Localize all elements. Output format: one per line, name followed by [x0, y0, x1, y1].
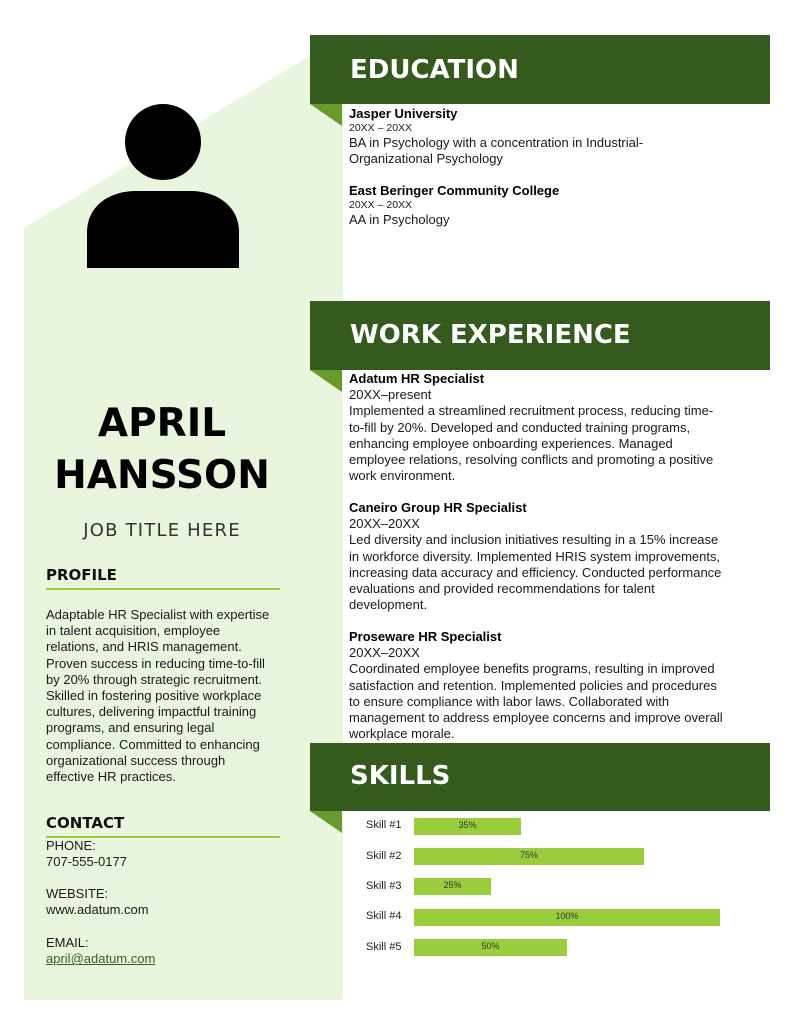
skill-bar — [414, 878, 491, 895]
education-heading: EDUCATION — [350, 55, 519, 85]
website-value: www.adatum.com — [46, 902, 149, 918]
person-name — [24, 398, 300, 502]
job-line: to-fill by 20%. Developed and conducted training programs, — [349, 419, 691, 435]
job-line: Coordinated employee benefits programs, resulting in improved — [349, 661, 715, 677]
education-item — [349, 106, 741, 168]
job-dates: 20XX–present — [349, 387, 432, 403]
job-line: workplace morale. — [349, 726, 455, 742]
profile-heading: PROFILE — [46, 566, 280, 590]
phone-value: 707-555-0177 — [46, 854, 127, 870]
skill-percent: 25% — [443, 880, 462, 890]
profile-line: compliance. Committed to enhancing — [46, 736, 260, 752]
profile-line: programs, and ensuring legal — [46, 720, 215, 736]
job-line: increasing data accuracy and efficiency. Conducted performance — [349, 564, 722, 580]
profile-line: cultures, delivering impactful training — [46, 704, 257, 720]
education-item — [349, 183, 741, 228]
phone-label: PHONE: — [46, 838, 96, 853]
person-silhouette-icon — [86, 104, 240, 268]
school-dates: 20XX – 20XX — [349, 122, 413, 135]
profile-text — [46, 607, 282, 785]
school-name: East Beringer Community College — [349, 183, 560, 198]
degree-line: BA in Psychology with a concentration in Industrial- — [349, 135, 644, 151]
job-line: enhancing employee onboarding experiences. Managed — [349, 435, 673, 451]
skill-label: Skill #3 — [366, 880, 402, 892]
job-line: development. — [349, 597, 428, 613]
profile-line: Proven success in reducing time-to-fill — [46, 655, 265, 671]
job-line: work environment. — [349, 468, 456, 484]
job-line: in workforce diversity. Implemented HRIS system improvements, — [349, 548, 721, 564]
skill-percent: 35% — [458, 820, 477, 830]
skills-header-bar — [310, 743, 770, 811]
job-heading: Adatum HR Specialist — [349, 371, 485, 386]
education-fold-corner — [310, 104, 342, 126]
job-heading: Caneiro Group HR Specialist — [349, 500, 527, 515]
profile-line: in talent acquisition, employee — [46, 623, 221, 639]
job-dates: 20XX–20XX — [349, 645, 420, 661]
job-line: employee relations, resolving conflicts and promoting a positive — [349, 452, 714, 468]
skill-percent: 100% — [555, 911, 579, 921]
contact-phone — [46, 838, 282, 870]
contact-email — [46, 935, 282, 967]
work-experience-header-bar — [310, 301, 770, 370]
education-header-bar — [310, 35, 770, 104]
contact-heading: CONTACT — [46, 814, 280, 838]
skill-bar — [414, 909, 720, 926]
name-last: HANSSON — [54, 453, 270, 498]
job-heading: Proseware HR Specialist — [349, 629, 502, 644]
job-line: evaluations and provided recommendations for talent — [349, 581, 655, 597]
profile-line: by 20% through strategic recruitment. — [46, 671, 263, 687]
job-line: Led diversity and inclusion initiatives resulting in a 15% increase — [349, 532, 719, 548]
skill-label: Skill #4 — [366, 910, 402, 922]
school-name: Jasper University — [349, 106, 458, 121]
email-link[interactable]: april@adatum.com — [46, 951, 156, 967]
profile-line: relations, and HRIS management. — [46, 639, 242, 655]
skill-percent: 75% — [519, 850, 538, 860]
website-label: WEBSITE: — [46, 886, 109, 901]
job-line: management to address employee concerns and improve overall — [349, 710, 723, 726]
job-dates: 20XX–20XX — [349, 516, 420, 532]
profile-line: Adaptable HR Specialist with expertise — [46, 607, 270, 622]
work-item — [349, 371, 741, 484]
skills-heading: SKILLS — [350, 761, 451, 791]
skill-bar — [414, 939, 567, 956]
job-line: satisfaction and retention. Implemented policies and procedures — [349, 677, 717, 693]
job-line: to ensure compliance with labor laws. Collaborated with — [349, 693, 670, 709]
profile-line: Skilled in fostering positive workplace — [46, 688, 262, 704]
skill-percent: 50% — [481, 941, 500, 951]
job-line: Implemented a streamlined recruitment process, reducing time- — [349, 403, 714, 419]
work-item — [349, 500, 741, 613]
contact-website — [46, 886, 282, 918]
skill-label: Skill #2 — [366, 850, 402, 862]
work-item — [349, 629, 741, 742]
profile-line: organizational success through — [46, 752, 226, 768]
degree-line: Organizational Psychology — [349, 151, 503, 167]
job-title: JOB TITLE HERE — [83, 520, 241, 541]
school-dates: 20XX – 20XX — [349, 199, 413, 212]
profile-line: effective HR practices. — [46, 769, 176, 785]
skill-bar — [414, 848, 644, 865]
skill-label: Skill #1 — [366, 819, 402, 831]
degree-line: AA in Psychology — [349, 212, 450, 228]
email-label: EMAIL: — [46, 935, 89, 950]
skills-fold-corner — [310, 811, 342, 833]
skill-bar — [414, 818, 521, 835]
work-fold-corner — [310, 370, 342, 392]
work-experience-heading: WORK EXPERIENCE — [350, 320, 631, 350]
skill-label: Skill #5 — [366, 941, 402, 953]
name-first: APRIL — [97, 401, 227, 446]
